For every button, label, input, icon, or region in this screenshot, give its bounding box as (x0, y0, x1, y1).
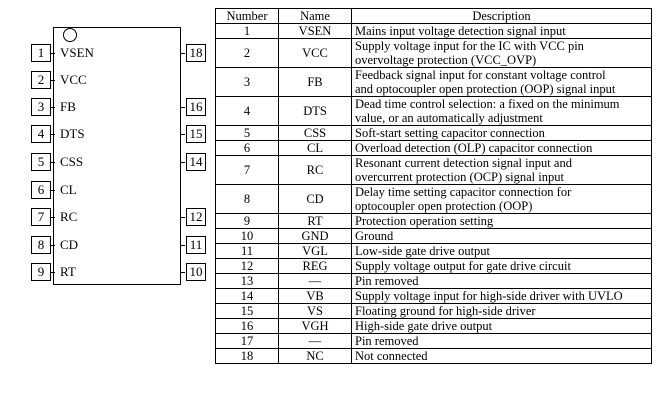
description-line: Low-side gate drive output (355, 244, 491, 258)
pin-lead (51, 80, 55, 81)
table-row (216, 259, 652, 274)
description-line: Overload detection (OLP) capacitor connection (355, 141, 593, 155)
pin-number: 6 (31, 181, 51, 199)
header-name: Name (279, 9, 352, 24)
pin-number: 18 (186, 44, 206, 62)
pin-number: 7 (31, 208, 51, 226)
row-name: RT (279, 214, 352, 229)
row-name: — (279, 274, 352, 289)
table-row (216, 289, 652, 304)
description-line: Supply voltage output for gate drive circuit (355, 259, 571, 273)
table-row (216, 39, 652, 68)
pin-lead (51, 107, 55, 108)
row-name: GND (279, 229, 352, 244)
row-description (352, 156, 652, 185)
row-name: RC (279, 156, 352, 185)
row-number: 10 (216, 229, 279, 244)
row-name: CSS (279, 126, 352, 141)
pin-label: CSS (60, 154, 84, 169)
pin-lead (51, 53, 55, 54)
pin1-notch-marker (63, 28, 77, 42)
pin-label: RC (60, 209, 78, 224)
row-number: 12 (216, 259, 279, 274)
row-number: 18 (216, 349, 279, 364)
pin-lead (181, 134, 185, 135)
description-line: Supply voltage input for the IC with VCC pin (355, 39, 584, 53)
row-number: 7 (216, 156, 279, 185)
pin-number: 2 (31, 71, 51, 89)
table-row (216, 319, 652, 334)
pin-lead (181, 53, 185, 54)
row-number: 14 (216, 289, 279, 304)
row-name: CD (279, 185, 352, 214)
row-number: 8 (216, 185, 279, 214)
row-name: VGH (279, 319, 352, 334)
pin-number: 4 (31, 125, 51, 143)
row-number: 16 (216, 319, 279, 334)
pin-lead (51, 245, 55, 246)
pin-lead (51, 190, 55, 191)
pin-description-table (215, 8, 652, 364)
description-line: Delay time setting capacitor connection for (355, 185, 572, 199)
table-row (216, 334, 652, 349)
row-description (352, 334, 652, 349)
pin-lead (181, 162, 185, 163)
row-name: REG (279, 259, 352, 274)
table-row (216, 214, 652, 229)
pin-lead (51, 217, 55, 218)
description-line: optocoupler open protection (OOP) (355, 199, 533, 213)
row-name: — (279, 334, 352, 349)
row-name: FB (279, 68, 352, 97)
table-row (216, 304, 652, 319)
row-number: 11 (216, 244, 279, 259)
table-row (216, 141, 652, 156)
description-line: Resonant current detection signal input and (355, 156, 572, 170)
table-row (216, 156, 652, 185)
description-line: Dead time control selection: a fixed on the minimum (355, 97, 620, 111)
pin-number: 12 (186, 208, 206, 226)
row-name: VSEN (279, 24, 352, 39)
pin-number: 14 (186, 153, 206, 171)
row-description (352, 229, 652, 244)
table-row (216, 229, 652, 244)
pin-lead (51, 162, 55, 163)
table-row (216, 97, 652, 126)
description-line: Feedback signal input for constant voltage control (355, 68, 606, 82)
pin-label: VSEN (60, 45, 94, 60)
row-description (352, 68, 652, 97)
pin-number: 8 (31, 236, 51, 254)
pin-label: RT (60, 264, 76, 279)
pin-lead (181, 217, 185, 218)
pin-lead (51, 134, 55, 135)
description-line: Ground (355, 229, 394, 243)
pin-number: 5 (31, 153, 51, 171)
row-description (352, 244, 652, 259)
row-description (352, 214, 652, 229)
pin-label: CL (60, 182, 77, 197)
pin-label: VCC (60, 72, 87, 87)
row-number: 2 (216, 39, 279, 68)
row-number: 6 (216, 141, 279, 156)
pin-number: 9 (31, 263, 51, 281)
table-row (216, 126, 652, 141)
row-number: 5 (216, 126, 279, 141)
table-row (216, 274, 652, 289)
description-line: overvoltage protection (VCC_OVP) (355, 53, 537, 67)
pin-number: 1 (31, 44, 51, 62)
row-description (352, 289, 652, 304)
pin-number: 3 (31, 98, 51, 116)
row-name: VGL (279, 244, 352, 259)
row-name: CL (279, 141, 352, 156)
description-line: High-side gate drive output (355, 319, 493, 333)
pin-lead (181, 272, 185, 273)
row-name: DTS (279, 97, 352, 126)
row-description (352, 319, 652, 334)
header-number: Number (216, 9, 279, 24)
row-description (352, 126, 652, 141)
table-row (216, 244, 652, 259)
pin-number: 10 (186, 263, 206, 281)
row-description (352, 304, 652, 319)
description-line: overcurrent protection (OCP) signal input (355, 170, 564, 184)
table-row (216, 349, 652, 364)
row-number: 15 (216, 304, 279, 319)
row-number: 1 (216, 24, 279, 39)
header-description: Description (352, 9, 652, 24)
row-number: 9 (216, 214, 279, 229)
row-description (352, 24, 652, 39)
pin-lead (181, 107, 185, 108)
description-line: Not connected (355, 349, 428, 363)
description-line: Pin removed (355, 274, 419, 288)
pin-label: DTS (60, 126, 85, 141)
pin-number: 11 (186, 236, 206, 254)
description-line: Protection operation setting (355, 214, 494, 228)
row-description (352, 141, 652, 156)
row-name: NC (279, 349, 352, 364)
pin-label: FB (60, 99, 76, 114)
pin-number: 16 (186, 98, 206, 116)
pin-lead (51, 272, 55, 273)
row-name: VS (279, 304, 352, 319)
description-line: Pin removed (355, 334, 419, 348)
row-number: 13 (216, 274, 279, 289)
description-line: Soft-start setting capacitor connection (355, 126, 545, 140)
description-line: Mains input voltage detection signal input (355, 24, 566, 38)
row-number: 3 (216, 68, 279, 97)
table-row (216, 68, 652, 97)
row-name: VB (279, 289, 352, 304)
row-description (352, 274, 652, 289)
description-line: value, or an automatically adjustment (355, 111, 543, 125)
pin-lead (181, 245, 185, 246)
table-row (216, 24, 652, 39)
row-description (352, 39, 652, 68)
description-line: and optocoupler open protection (OOP) signal input (355, 82, 616, 96)
row-number: 4 (216, 97, 279, 126)
row-description (352, 97, 652, 126)
table-row (216, 185, 652, 214)
table-header-row (216, 9, 652, 24)
pin-number: 15 (186, 125, 206, 143)
row-name: VCC (279, 39, 352, 68)
row-description (352, 185, 652, 214)
pin-label: CD (60, 237, 79, 252)
description-line: Floating ground for high-side driver (355, 304, 536, 318)
row-description (352, 259, 652, 274)
row-description (352, 349, 652, 364)
row-number: 17 (216, 334, 279, 349)
description-line: Supply voltage input for high-side driver with UVLO (355, 289, 623, 303)
